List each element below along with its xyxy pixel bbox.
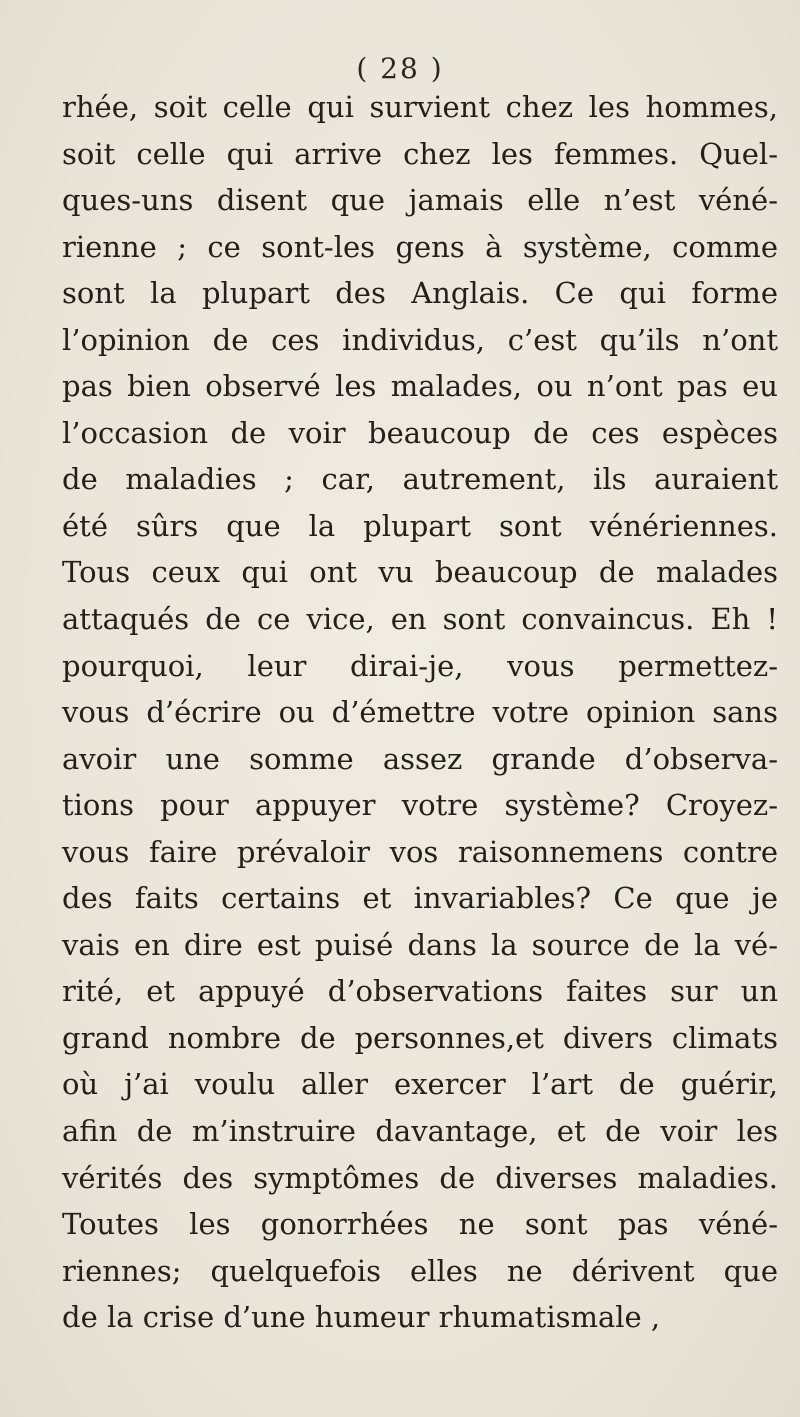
- text-line: des faits certains et invariables? Ce que je: [62, 881, 778, 916]
- text-line: pourquoi, leur dirai-je, vous permettez-: [62, 648, 778, 683]
- text-line: tions pour appuyer votre système? Croyez-: [62, 788, 778, 823]
- text-line: de la crise d’une humeur rhumatismale ,: [62, 1300, 661, 1335]
- text-line: soit celle qui arrive chez les femmes. Quel-: [62, 136, 778, 171]
- text-line: ques-uns disent que jamais elle n’est véné-: [62, 183, 778, 218]
- text-line: rhée, soit celle qui survient chez les hommes,: [62, 90, 778, 124]
- text-line: vous d’écrire ou d’émettre votre opinion sans: [62, 695, 778, 730]
- text-line: pas bien observé les malades, ou n’ont pas eu: [62, 369, 778, 404]
- text-line: afin de m’instruire davantage, et de voir les: [62, 1114, 778, 1149]
- page-number: ( 28 ): [356, 52, 444, 85]
- text-line: Toutes les gonorrhées ne sont pas véné-: [62, 1207, 778, 1242]
- text-line: rité, et appuyé d’observations faites sur un: [62, 974, 778, 1009]
- text-line: de maladies ; car, autrement, ils auraient: [62, 462, 778, 497]
- text-line: attaqués de ce vice, en sont convaincus. Eh !: [62, 602, 778, 637]
- text-line: sont la plupart des Anglais. Ce qui forme: [62, 276, 778, 311]
- text-line: vais en dire est puisé dans la source de la vé-: [62, 927, 778, 962]
- text-line: rienne ; ce sont-les gens à système, comme: [62, 229, 778, 264]
- text-line: été sûrs que la plupart sont vénériennes.: [62, 508, 778, 543]
- text-line: vérités des symptômes de diverses maladies.: [62, 1160, 778, 1195]
- text-line: riennes; quelquefois elles ne dérivent que: [62, 1253, 778, 1288]
- text-line: avoir une somme assez grande d’observa-: [62, 741, 778, 776]
- text-line: Tous ceux qui ont vu beaucoup de malades: [62, 555, 778, 590]
- body-text: [62, 84, 778, 1341]
- text-line: l’occasion de voir beaucoup de ces espèces: [62, 415, 778, 450]
- text-line: l’opinion de ces individus, c’est qu’ils n’ont: [62, 322, 778, 357]
- text-line: vous faire prévaloir vos raisonnemens contre: [62, 834, 778, 869]
- text-line: grand nombre de personnes,et divers climats: [62, 1020, 778, 1055]
- text-line: où j’ai voulu aller exercer l’art de guérir,: [62, 1067, 778, 1102]
